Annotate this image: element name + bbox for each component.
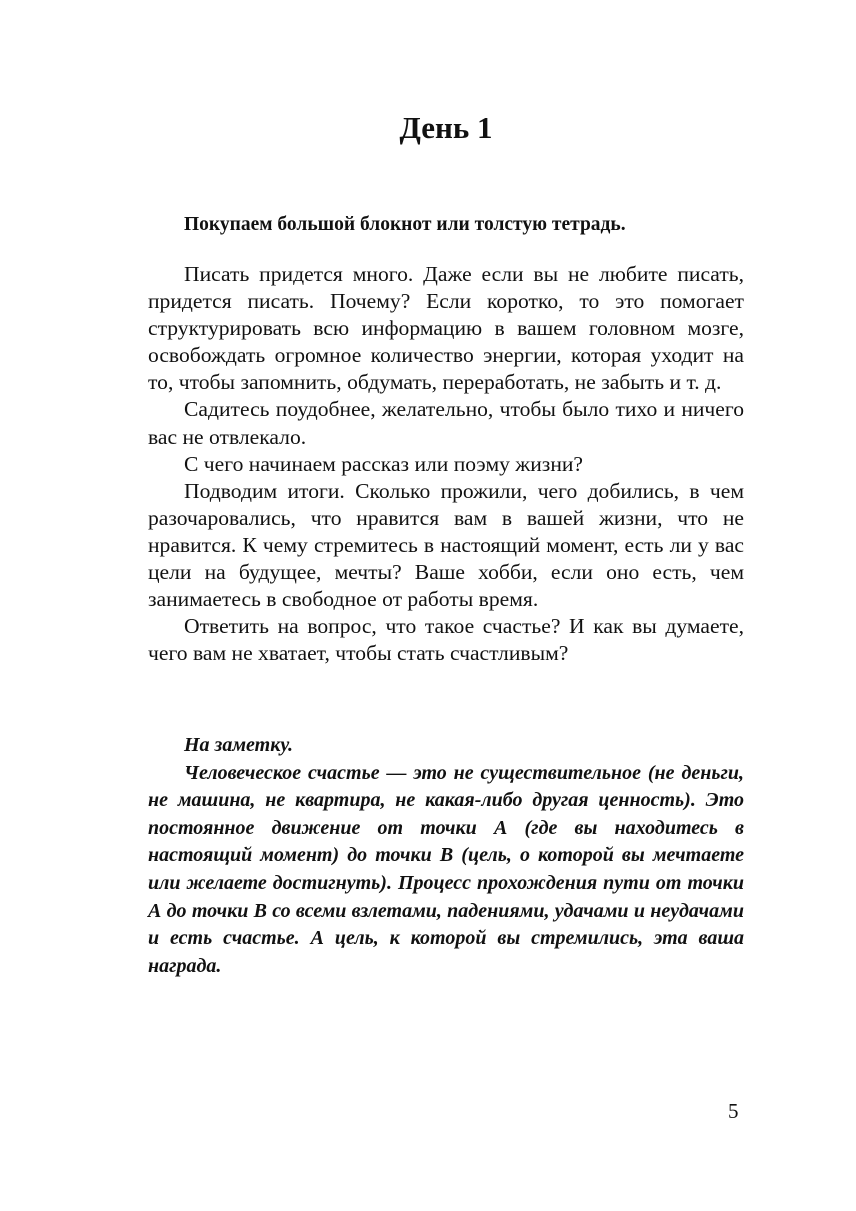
paragraph: С чего начинаем рассказ или поэму жизни? <box>184 451 584 476</box>
paragraph: Садитесь поудобнее, желательно, чтобы было тихо и ничего вас не отвлекало. <box>148 397 744 449</box>
note-heading: На заметку. <box>184 734 293 756</box>
page-number: 5 <box>728 1099 739 1123</box>
chapter-title: День 1 <box>399 110 493 145</box>
body-text <box>148 261 744 667</box>
paragraph: Писать придется много. Даже если вы не любите писать, придется писать. Почему? Если коротко, то это помогает структурировать всю информацию в вашем головном мозге, освобождать огромное количество энергии, которая уходит на то, чтобы запомнить, обдумать, переработать, не забыть и т. д. <box>148 262 744 395</box>
paragraph: Ответить на вопрос, что такое счастье? И как вы думаете, чего вам не хватает, чтобы стать счастливым? <box>148 614 744 666</box>
note-block <box>148 732 744 980</box>
paragraph: Подводим итоги. Сколько прожили, чего добились, в чем разочаровались, что нравится вам в вашей жизни, что не нравится. К чему стремитесь в настоящий момент, есть ли у вас цели на будущее, мечты? Ваше хобби, если оно есть, чем занимаетесь в свободное от работы время. <box>148 478 744 612</box>
subheading: Покупаем большой блокнот или толстую тетрадь. <box>184 214 626 235</box>
note-text: Человеческое счастье — это не существительное (не деньги, не машина, не квартира, не какая-либо другая ценность). Это постоянное движение от точки А (где вы находитесь в настоящий момент) до точки В (цель, о которой вы мечтаете или желаете достигнуть). Процесс прохождения пути от точки А до точки В со всеми взлетами, падениями, удачами и неудачами и есть счастье. А цель, к которой вы стремились, эта ваша награда. <box>148 761 744 977</box>
